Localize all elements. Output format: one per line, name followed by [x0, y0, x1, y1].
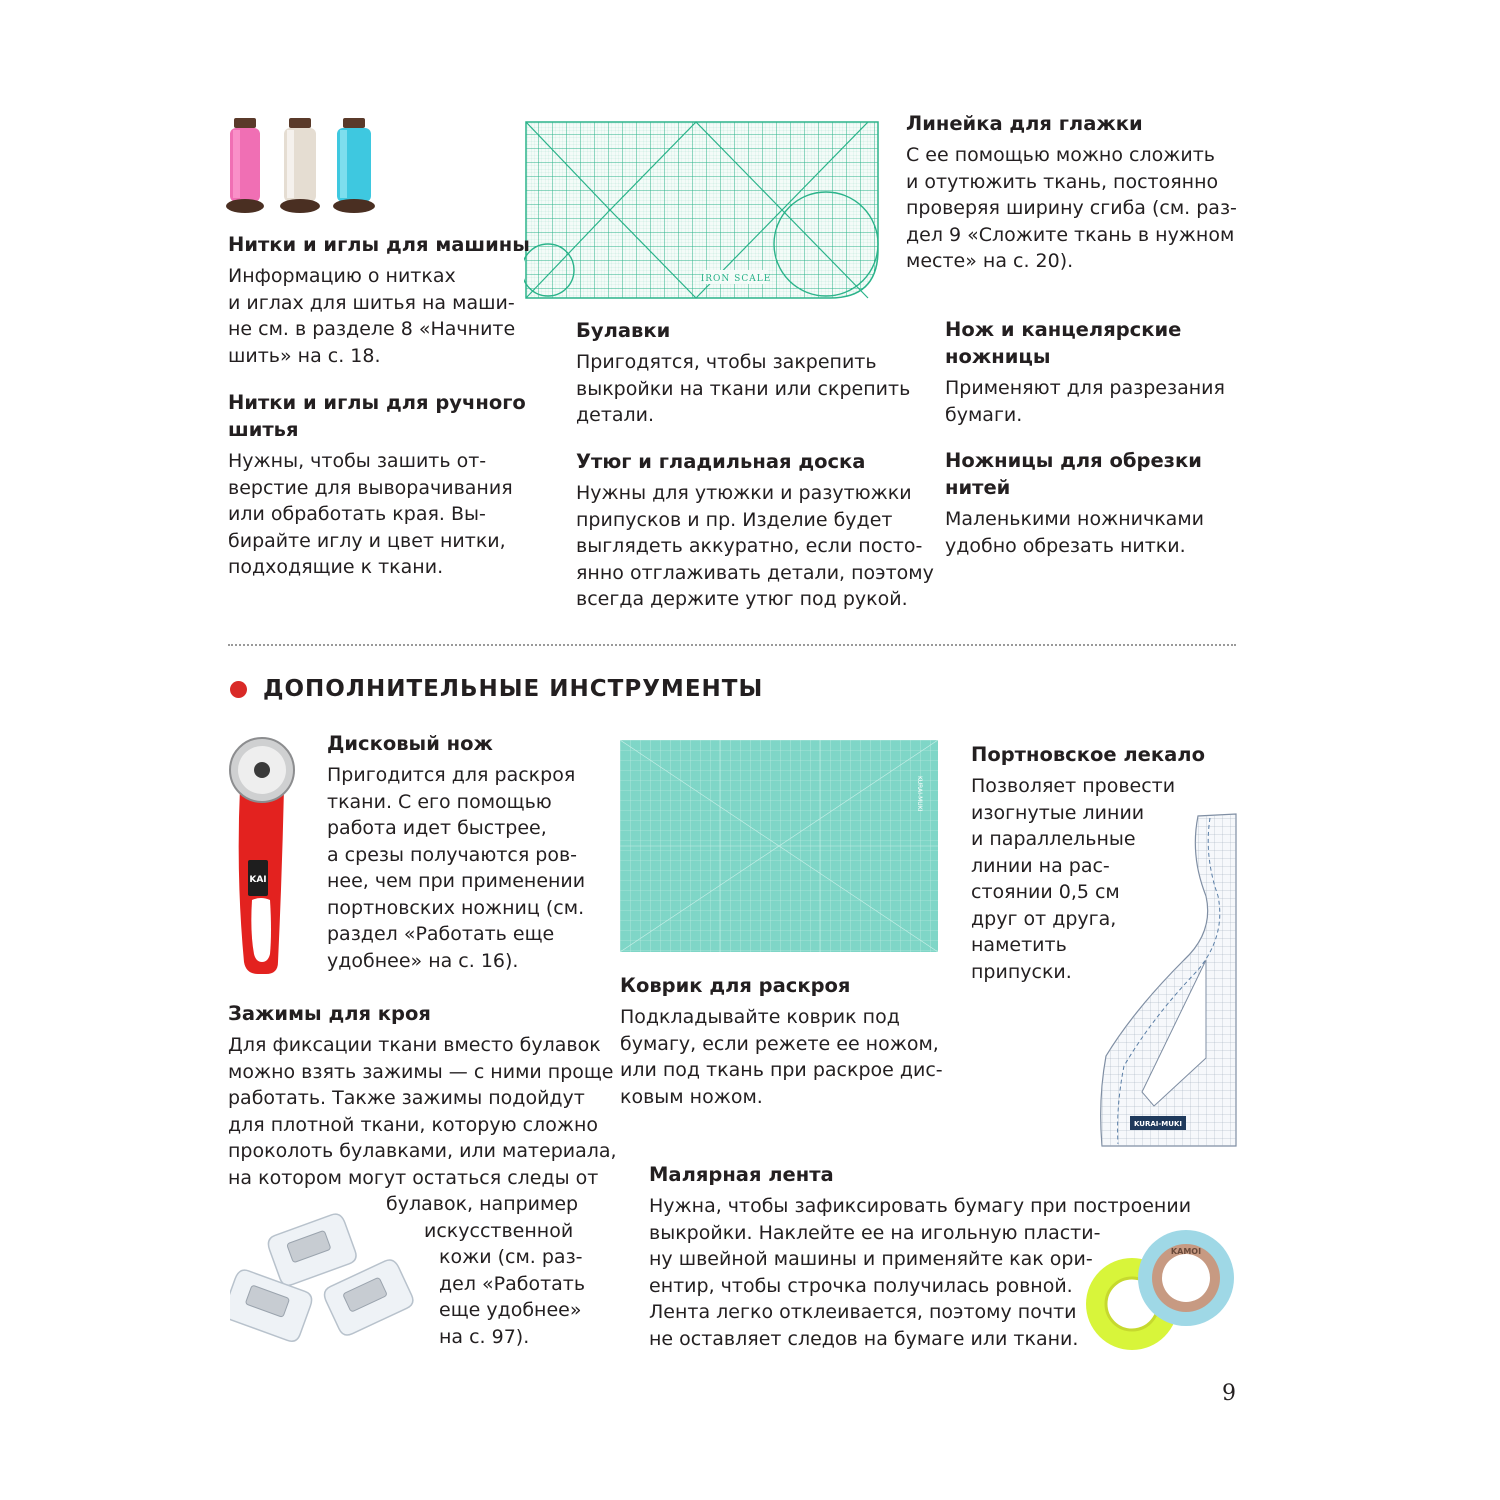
text-line: раздел «Работать еще: [327, 923, 555, 945]
tailors-curve-block: [971, 741, 1205, 985]
text-line: шить» на с. 18.: [228, 344, 381, 367]
kai-logo: KAI: [249, 875, 267, 885]
text-line: ентир, чтобы строчка получилась ровной.: [649, 1274, 1073, 1297]
text-line: не оставляет следов на бумаге или ткани.: [649, 1327, 1079, 1350]
text-line: бирайте иглу и цвет нитки,: [228, 529, 506, 552]
text-line: наметить: [971, 934, 1067, 956]
text-line: Нужны, чтобы зашить от-: [228, 450, 487, 472]
cutting-mat-image: [620, 740, 938, 952]
text-line: бумаги.: [945, 403, 1023, 426]
text-line: С ее помощью можно сложить: [906, 144, 1215, 166]
ironing-ruler-block: [906, 110, 1237, 275]
text-line: Пригодятся, чтобы закрепить: [576, 351, 877, 373]
red-bullet-icon: [230, 681, 247, 698]
cutting-mat-title: Коврик для раскроя: [620, 974, 851, 997]
text-line: Информацию о нитках: [228, 265, 456, 287]
text-line: кожи (см. раз-: [439, 1246, 583, 1268]
page-number: 9: [1222, 1381, 1236, 1406]
text-line: удобно обрезать нитки.: [945, 534, 1186, 557]
threads-hand-title: Нитки и иглы для ручного: [228, 391, 526, 414]
cutting-mat-block: [620, 972, 943, 1110]
masking-tape-block: [649, 1161, 1191, 1352]
text-line: друг от друга,: [971, 907, 1117, 930]
text-line: ну швейной машины и применяйте как ори-: [649, 1248, 1093, 1270]
text-line: и иглах для шитья на маши-: [228, 291, 515, 314]
text-line: на с. 97).: [439, 1325, 530, 1348]
thread-snips-title: Ножницы для обрезки: [945, 449, 1202, 472]
text-line: для плотной ткани, которую сложно: [228, 1113, 598, 1136]
text-line: Позволяет провести: [971, 775, 1176, 797]
kurai-muki-label: KURAI-MUKI: [1134, 1120, 1182, 1128]
text-line: припусков и пр. Изделие будет: [576, 508, 893, 531]
text-line: Применяют для разрезания: [945, 377, 1225, 399]
pins-title: Булавки: [576, 319, 671, 342]
text-line: стоянии 0,5 см: [971, 881, 1120, 903]
text-line: выкройки. Наклейте ее на игольную пласти-: [649, 1221, 1101, 1244]
text-line: Нужны для утюжки и разутюжки: [576, 482, 912, 504]
section-heading: [230, 676, 763, 702]
masking-tape-title: Малярная лента: [649, 1163, 834, 1186]
ironing-ruler-title: Линейка для глажки: [906, 112, 1143, 135]
text-line: и отутюжить ткань, постоянно: [906, 170, 1219, 193]
threads-machine-title: Нитки и иглы для машины: [228, 233, 530, 256]
iron-block: [576, 448, 934, 613]
knife-scissors-block: [945, 316, 1225, 428]
text-line: линии на рас-: [971, 854, 1110, 877]
text-line: дел 9 «Сложите ткань в нужном: [906, 223, 1235, 246]
tailors-curve-title: Портновское лекало: [971, 743, 1205, 766]
text-line: Пригодится для раскроя: [327, 764, 576, 786]
text-line: проверяя ширину сгиба (см. раз-: [906, 197, 1237, 219]
section-heading-text: ДОПОЛНИТЕЛЬНЫЕ ИНСТРУМЕНТЫ: [263, 676, 764, 702]
text-line: ткани. С его помощью: [327, 790, 552, 813]
text-line: дел «Работать: [439, 1272, 586, 1295]
text-line: Лента легко отклеивается, поэтому почти: [649, 1301, 1077, 1323]
text-line: или под ткань при раскрое дис-: [620, 1059, 943, 1081]
text-line: Нужна, чтобы зафиксировать бумагу при построении: [649, 1195, 1192, 1217]
sewing-clips-block: [228, 1000, 617, 1350]
text-line: верстие для выворачивания: [228, 476, 513, 499]
text-line: работать. Также зажимы подойдут: [228, 1087, 585, 1109]
text-line: Для фиксации ткани вместо булавок: [228, 1034, 601, 1056]
text-line: булавок, например: [386, 1193, 579, 1215]
text-line: бумагу, если режете ее ножом,: [620, 1032, 939, 1055]
knife-scissors-title: Нож и канцелярские: [945, 318, 1182, 341]
pins-block: [576, 317, 910, 429]
text-line: портновских ножниц (см.: [327, 896, 585, 919]
text-line: работа идет быстрее,: [327, 817, 547, 839]
threads-machine-block: [228, 231, 530, 369]
section-divider: [228, 644, 1236, 646]
text-line: а срезы получаются ров-: [327, 843, 578, 866]
text-line: проколоть булавками, или материала,: [228, 1140, 617, 1162]
text-line: припуски.: [971, 960, 1072, 983]
text-line: или обработать края. Вы-: [228, 503, 486, 525]
text-line: удобнее» на с. 16).: [327, 949, 519, 972]
text-line: выкройки на ткани или скрепить: [576, 377, 911, 400]
threads-hand-block: [228, 389, 526, 581]
ironing-ruler-image: [524, 120, 880, 302]
thread-snips-title: нитей: [945, 476, 1011, 499]
text-line: и параллельные: [971, 828, 1136, 850]
text-line: Подкладывайте коврик под: [620, 1006, 900, 1028]
rotary-cutter-block: [327, 730, 585, 974]
thread-snips-block: [945, 447, 1204, 559]
text-line: Маленькими ножничками: [945, 508, 1204, 530]
text-line: можно взять зажимы — с ними проще: [228, 1060, 614, 1083]
text-line: нее, чем при применении: [327, 870, 586, 892]
thread-spools-image: [224, 116, 384, 218]
text-line: еще удобнее»: [439, 1299, 582, 1321]
text-line: выглядеть аккуратно, если посто-: [576, 535, 923, 557]
knife-scissors-title: ножницы: [945, 345, 1051, 368]
text-line: месте» на с. 20).: [906, 250, 1074, 272]
iron-title: Утюг и гладильная доска: [576, 450, 866, 473]
text-line: всегда держите утюг под рукой.: [576, 588, 908, 610]
text-line: на котором могут остаться следы от: [228, 1166, 599, 1189]
sewing-clips-title: Зажимы для кроя: [228, 1002, 431, 1025]
threads-hand-title: шитья: [228, 418, 299, 441]
text-line: искусственной: [424, 1219, 574, 1242]
text-line: подходящие к ткани.: [228, 556, 444, 578]
mat-brand-label: KURAI-MUKI: [916, 776, 923, 812]
rotary-cutter-image: [226, 736, 298, 978]
text-line: янно отглаживать детали, поэтому: [576, 561, 934, 584]
tape-brand-label: KAMOI: [1170, 1247, 1202, 1256]
text-line: ковым ножом.: [620, 1085, 763, 1108]
text-line: изогнутые линии: [971, 801, 1145, 824]
text-line: детали.: [576, 404, 655, 426]
iron-scale-label: IRON SCALE: [700, 274, 772, 284]
text-line: не см. в разделе 8 «Начните: [228, 318, 516, 340]
rotary-cutter-title: Дисковый нож: [327, 732, 493, 755]
